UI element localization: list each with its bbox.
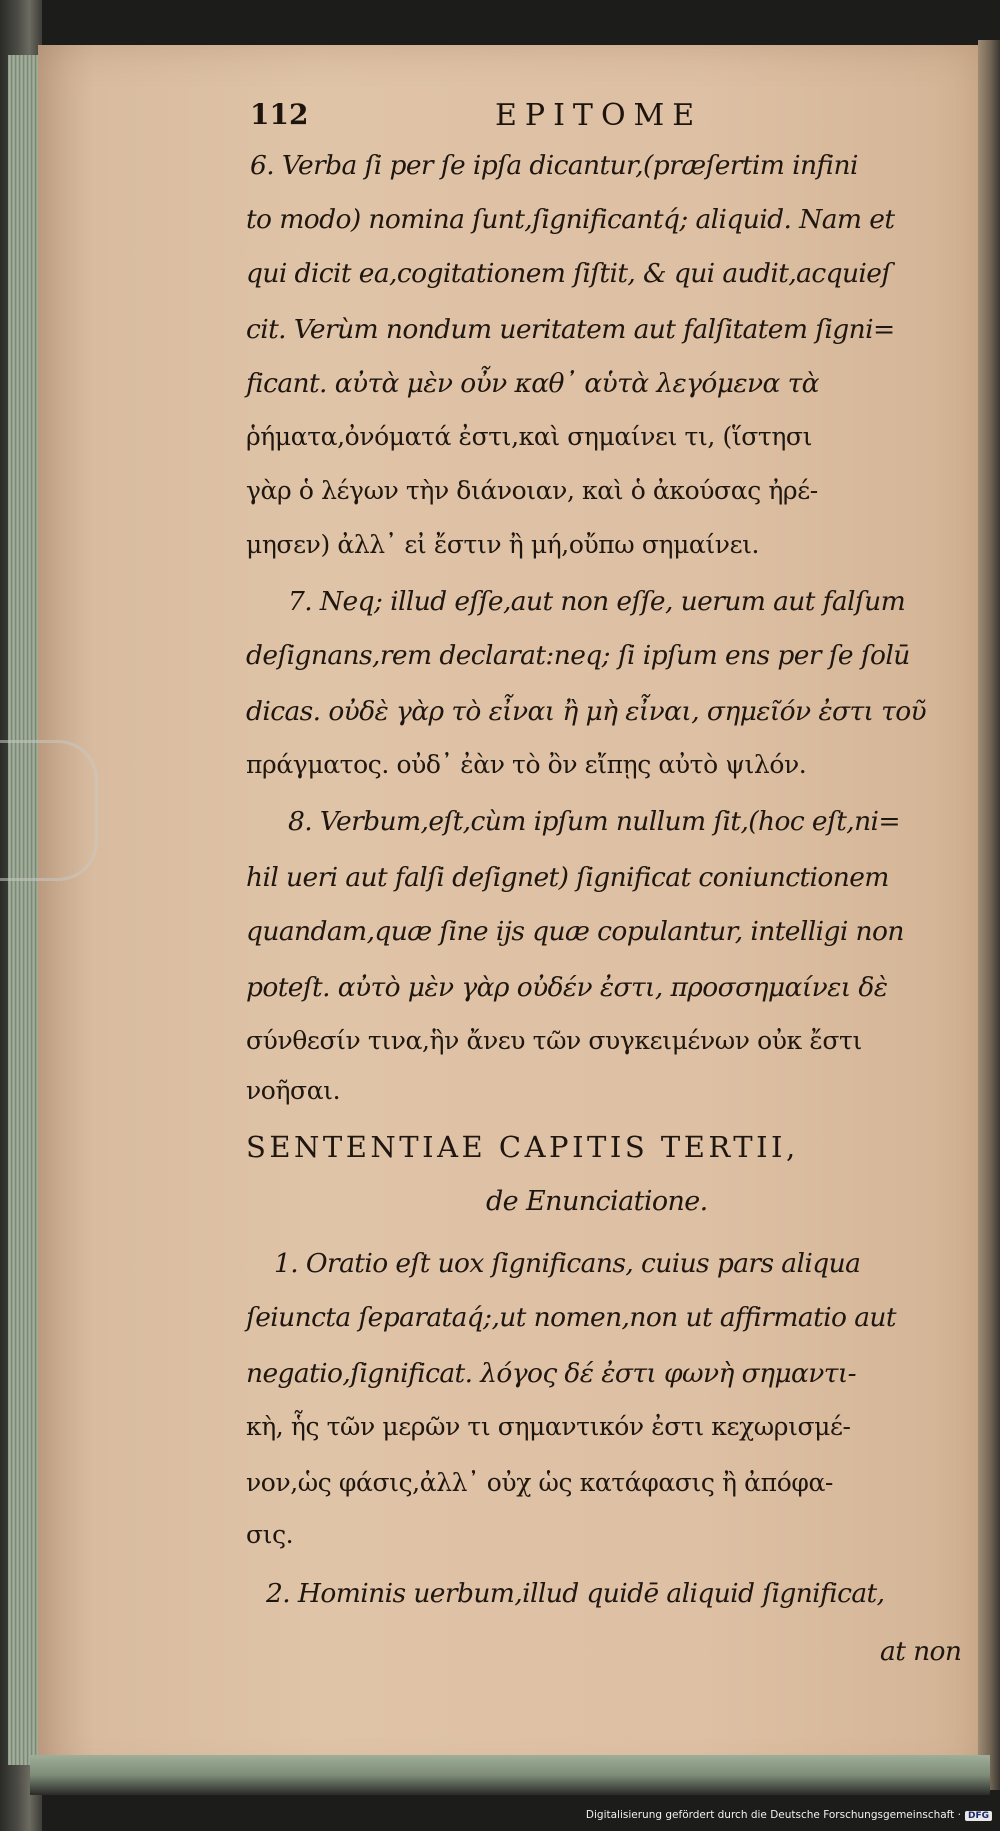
- section-heading: SENTENTIAE CAPITIS TERTII,: [246, 1130, 799, 1164]
- book-page: [38, 45, 978, 1780]
- text-line-10: deſignans,rem declarat:neq; ſi ipſum ens per ſe ſolū: [246, 640, 910, 671]
- text-line-27: 2. Hominis uerbum,illud quidē aliquid ſignificat,: [266, 1578, 885, 1609]
- dfg-logo: DFG: [965, 1811, 992, 1821]
- text-line-5: ficant. αὐτὰ μὲν οὖν καθ᾽ αὑτὰ λεγόμενα τὰ: [246, 368, 819, 399]
- text-line-25: νον,ὡς φάσις,ἀλλ᾽ οὐχ ὡς κατάφασις ἢ ἀπόφα-: [246, 1468, 833, 1497]
- text-line-7: γὰρ ὁ λέγων τὴν διάνοιαν, καὶ ὁ ἀκούσας ἠρέ-: [246, 476, 818, 505]
- digitization-credit: [586, 1809, 992, 1821]
- text-line-14: hil ueri aut falſi deſignet) ſignificat coniunctionem: [246, 862, 889, 893]
- text-line-2: to modo) nomina ſunt,ſignificantq́; aliquid. Nam et: [246, 204, 895, 235]
- text-line-23: negatio,ſignificat. λόγος δέ ἐστι φωνὴ σημαντι-: [246, 1358, 856, 1389]
- page-gutter-right: [978, 40, 1000, 1790]
- page-edges-bottom: [30, 1755, 990, 1795]
- text-line-18: νοῆσαι.: [246, 1076, 341, 1105]
- text-line-3: qui dicit ea,cogitationem ſiſtit, & qui audit,acquieſ: [246, 258, 891, 289]
- catchword: at non: [880, 1636, 962, 1667]
- text-line-9: 7. Neq; illud eſſe,aut non eſſe, uerum aut falſum: [288, 586, 906, 617]
- text-line-12: πράγματος. οὐδ᾽ ἐὰν τὸ ὂν εἴπῃς αὐτὸ ψιλόν.: [246, 750, 807, 779]
- text-line-4: cit. Verùm nondum ueritatem aut falſitatem ſigni=: [246, 314, 895, 345]
- page-header: [250, 98, 950, 148]
- text-line-15: quandam,quæ ſine ijs quæ copulantur, intelligi non: [246, 916, 904, 947]
- running-head: EPITOME: [495, 98, 703, 133]
- page-number: 112: [250, 98, 309, 131]
- text-line-11: dicas. οὐδὲ γὰρ τὸ εἶναι ἢ μὴ εἶναι, σημεῖόν ἐστι τοῦ: [246, 696, 927, 727]
- text-line-24: κὴ, ἧς τῶν μερῶν τι σημαντικόν ἐστι κεχωρισμέ-: [246, 1412, 851, 1441]
- text-line-1: 6. Verba ſi per ſe ipſa dicantur,(præſertim infini: [250, 150, 858, 181]
- text-line-21: 1. Oratio eſt uox ſignificans, cuius pars aliqua: [274, 1248, 861, 1279]
- text-line-22: ſeiuncta ſeparataq́;,ut nomen,non ut affirmatio aut: [246, 1302, 896, 1333]
- text-line-6: ῥήματα,ὀνόματά ἐστι,καὶ σημαίνει τι, (ἵστησι: [246, 422, 812, 451]
- clip-reflection: [0, 740, 98, 881]
- text-line-17: σύνθεσίν τινα,ἣν ἄνευ τῶν συγκειμένων οὐκ ἔστι: [246, 1026, 862, 1055]
- page-edges: [8, 55, 38, 1765]
- text-line-26: σις.: [246, 1520, 294, 1549]
- credit-text: Digitalisierung gefördert durch die Deutsche Forschungsgemeinschaft ·: [585, 1809, 961, 1821]
- section-subheading: de Enunciatione.: [486, 1186, 708, 1217]
- text-line-8: μησεν) ἀλλ᾽ εἰ ἔστιν ἢ μή,οὔπω σημαίνει.: [246, 530, 760, 559]
- text-line-13: 8. Verbum,eſt,cùm ipſum nullum ſit,(hoc eſt,ni=: [288, 806, 901, 837]
- text-line-16: poteſt. αὐτὸ μὲν γὰρ οὐδέν ἐστι, προσσημαίνει δὲ: [246, 972, 888, 1003]
